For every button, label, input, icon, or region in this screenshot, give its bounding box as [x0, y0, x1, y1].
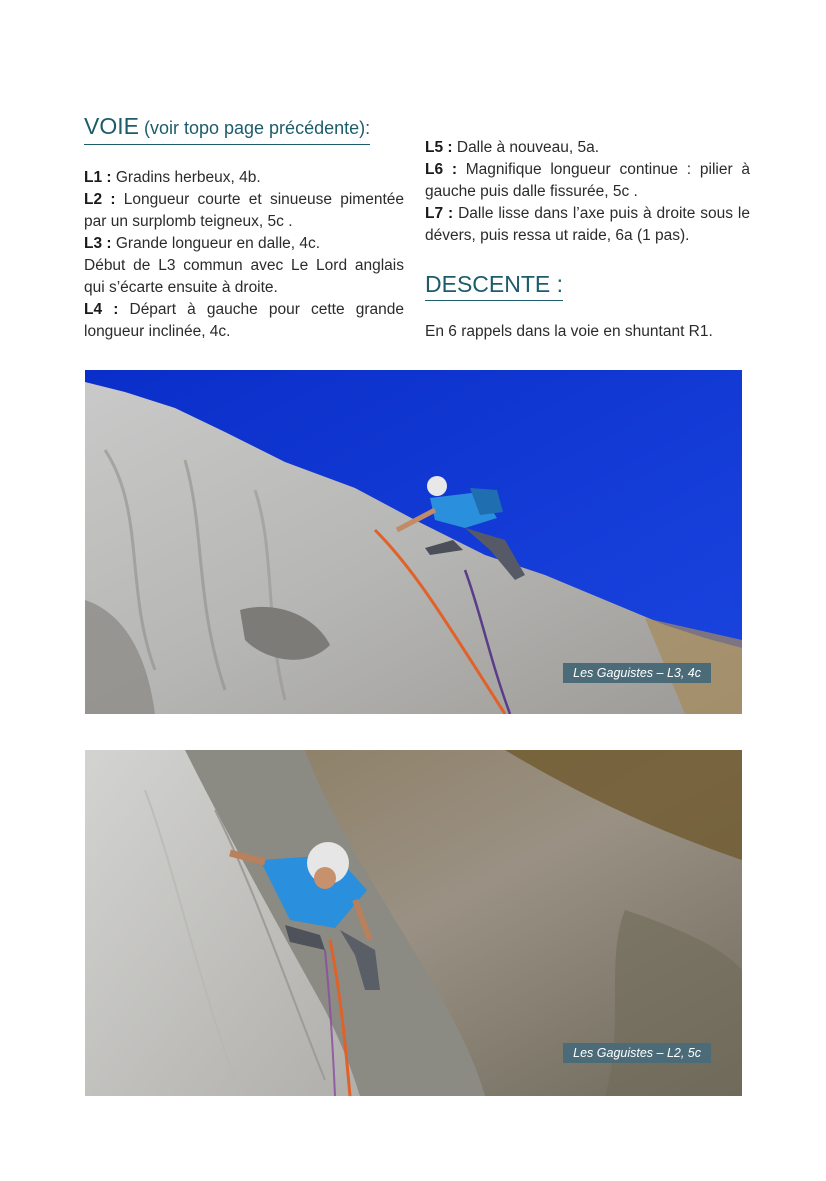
pitch-label: L7 :	[425, 205, 454, 222]
pitch-text: Début de L3 commun avec Le Lord anglais qui s’écarte ensuite à droite.	[84, 257, 404, 296]
pitch-label: L1 :	[84, 169, 112, 186]
photo-caption: Les Gaguistes – L3, 4c	[563, 663, 711, 683]
pitch-l7	[425, 203, 750, 247]
right-column	[425, 137, 750, 343]
pitch-text: Départ à gauche pour cette grande longueur inclinée, 4c.	[84, 301, 404, 340]
pitch-l6	[425, 159, 750, 203]
pitch-l1	[84, 167, 404, 189]
pitch-text: Grande longueur en dalle, 4c.	[111, 235, 321, 252]
pitch-l3-note	[84, 255, 404, 299]
pitch-text: Dalle à nouveau, 5a.	[452, 139, 600, 156]
descente-heading: DESCENTE :	[425, 270, 563, 301]
pitch-label: L2 :	[84, 191, 116, 208]
pitch-label: L3 :	[84, 235, 112, 252]
left-column	[84, 112, 404, 343]
voie-title: VOIE	[84, 113, 139, 139]
pitch-l3	[84, 233, 404, 255]
pitch-text: Longueur courte et sinueuse pimentée par un surplomb teigneux, 5c .	[84, 191, 404, 230]
pitch-text: Magnifique longueur continue : pilier à gauche puis dalle fissurée, 5c .	[425, 161, 750, 200]
pitch-text: Gradins herbeux, 4b.	[111, 169, 261, 186]
pitch-text: Dalle lisse dans l’axe puis à droite sous le dévers, puis ressa ut raide, 6a (1 pas).	[425, 205, 750, 244]
pitch-l5	[425, 137, 750, 159]
descente-text: En 6 rappels dans la voie en shuntant R1.	[425, 323, 713, 340]
voie-subtitle: (voir topo page précédente):	[138, 118, 371, 138]
pitch-label: L4 :	[84, 301, 119, 318]
pitch-label: L5 :	[425, 139, 453, 156]
voie-heading	[84, 112, 370, 145]
climbing-photo-1	[85, 370, 742, 714]
pitch-label: L6 :	[425, 161, 458, 178]
pitch-l4	[84, 299, 404, 343]
photo-caption: Les Gaguistes – L2, 5c	[563, 1043, 711, 1063]
pitch-l2	[84, 189, 404, 233]
climbing-photo-2	[85, 750, 742, 1096]
